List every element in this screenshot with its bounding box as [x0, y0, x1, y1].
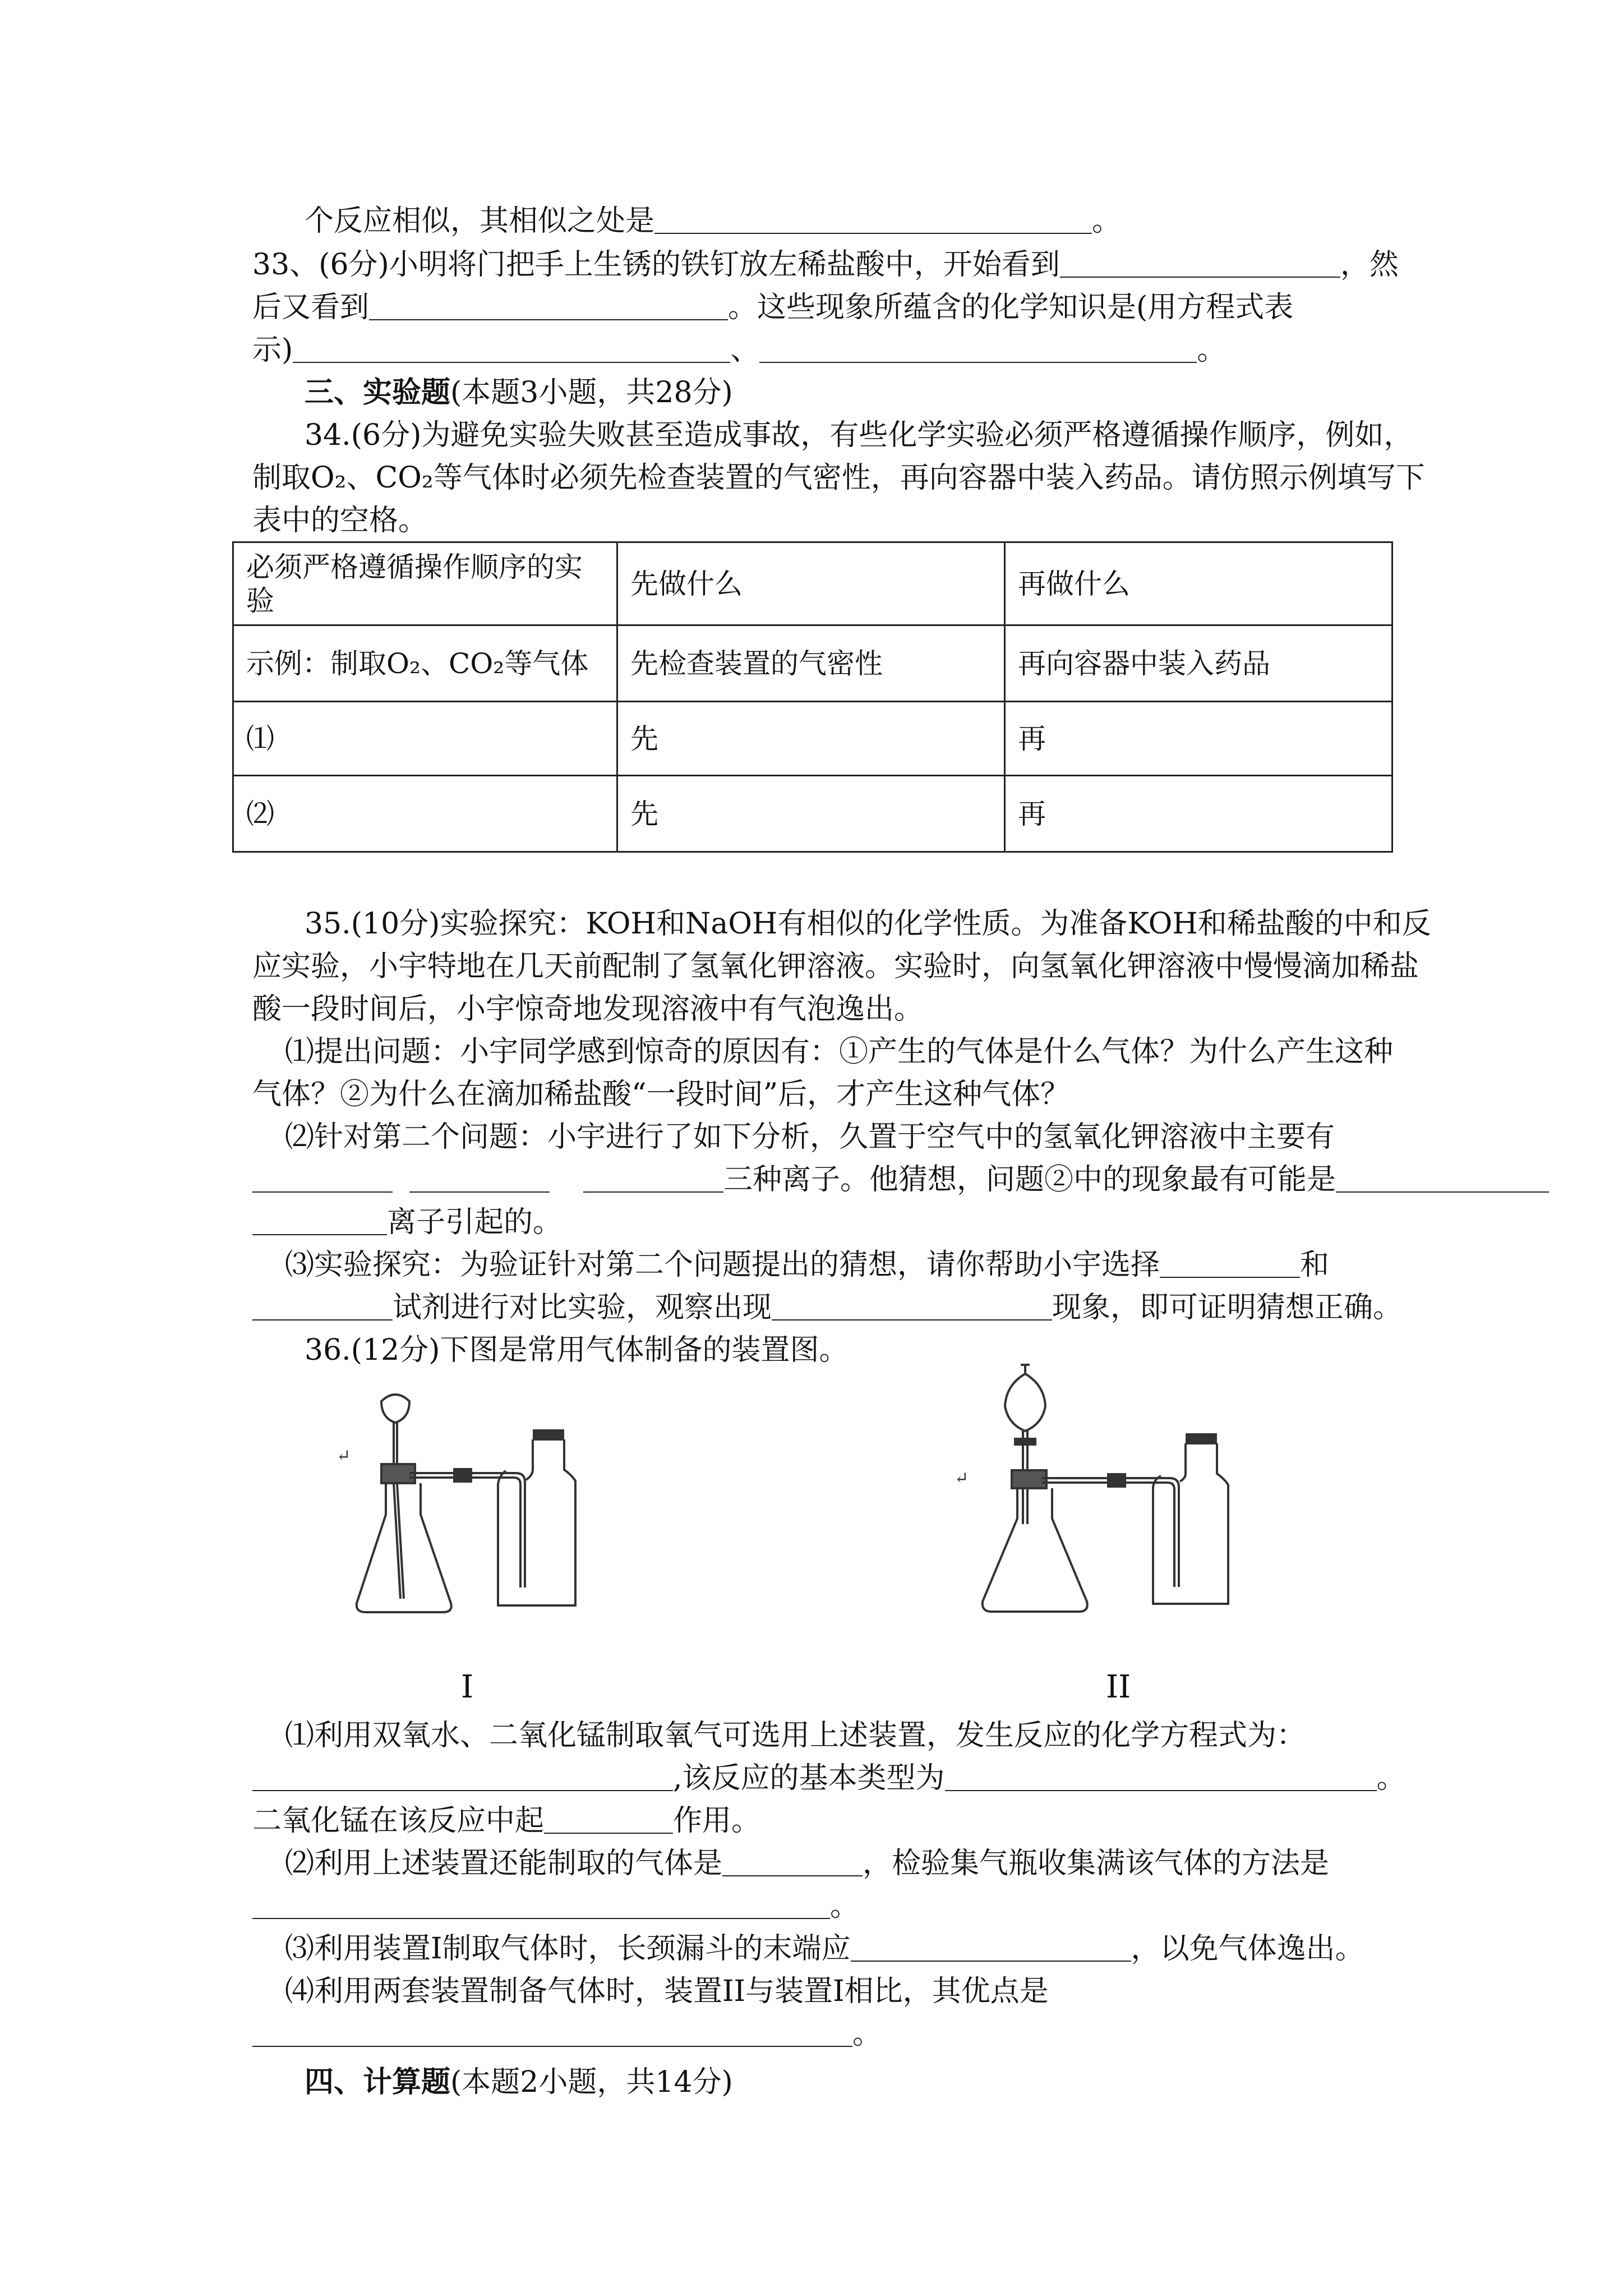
q36-p2a-text: ⑵利用上述装置还能制取的气体是: [285, 1847, 723, 1880]
q32-tail-text: 个反应相似，其相似之处是: [305, 204, 655, 238]
q34-line1: 34.(6分)为避免实验失败甚至造成事故，有些化学实验必须严格遵循操作顺序，例如，: [305, 418, 1413, 452]
q35-p2b-text: 三种离子。他猜想，问题②中的现象最有可能是: [723, 1163, 1336, 1197]
fig1-label: I: [461, 1669, 474, 1705]
q33-blank-4[interactable]: [759, 333, 1197, 363]
q36-p1c: [252, 1803, 760, 1839]
q34-line3: 表中的空格。: [252, 504, 428, 537]
section3-title: 三、实验题: [305, 375, 451, 409]
ion-blank-2[interactable]: [409, 1162, 550, 1193]
q36-p1b-mid: ,该反应的基本类型为: [673, 1761, 945, 1795]
q35-p2b: [252, 1162, 1549, 1198]
reaction-type-blank[interactable]: [945, 1761, 1377, 1791]
q35-line2: 应实验，小宇特地在几天前配制了氢氧化钾溶液。实验时，向氢氧化钾溶液中慢慢滴加稀盐: [252, 950, 1419, 983]
fig1-return-mark: ↵: [336, 1446, 351, 1466]
ion-blank-1[interactable]: [252, 1162, 393, 1193]
q35-line3: 酸一段时间后，小宇惊奇地发现溶液中有气泡逸出。: [252, 992, 924, 1026]
table-cell[interactable]: 再: [1005, 776, 1393, 852]
q33-text-3: 示): [252, 333, 293, 367]
table-row: [233, 702, 1393, 776]
q36-p2a: [285, 1846, 1329, 1881]
table-cell: 示例：制取O₂、CO₂等气体: [233, 625, 617, 702]
q33-line1-end: ，然: [1340, 248, 1399, 282]
q36-p3-end: ，以免气体逸出。: [1131, 1932, 1364, 1966]
q35-p1b: 气体？②为什么在滴加稀盐酸“一段时间”后，才产生这种气体？: [252, 1078, 1070, 1111]
q34-line2: 制取O₂、CO₂等气体时必须先检查装置的气密性，再向容器中装入药品。请仿照示例填写下: [252, 461, 1425, 495]
q33-text-1: 33、(6分)小明将门把手上生锈的铁钉放左稀盐酸中，开始看到: [252, 248, 1060, 282]
table-row: [233, 776, 1393, 852]
reagent-blank-1[interactable]: [1160, 1248, 1300, 1278]
q33-line3-end: 。: [1197, 333, 1227, 367]
table-header-cell: 再做什么: [1005, 542, 1393, 625]
equation-blank[interactable]: [252, 1761, 673, 1791]
q36-p1b-end: 。: [1376, 1761, 1406, 1795]
section4-heading: [305, 2064, 733, 2100]
section4-note: (本题2小题，共14分): [450, 2065, 733, 2099]
q34-table: [232, 541, 1393, 853]
apparatus-ii-diagram: [965, 1360, 1279, 1624]
q35-p2a: ⑵针对第二个问题：小宇进行了如下分析，久置于空气中的氢氧化钾溶液中主要有: [285, 1120, 1335, 1154]
phenomenon-blank[interactable]: [772, 1290, 1052, 1320]
table-cell[interactable]: 先: [617, 702, 1005, 776]
q35-p3a-text: ⑶实验探究：为验证针对第二个问题提出的猜想，请你帮助小宇选择: [285, 1248, 1160, 1282]
q33-blank-1[interactable]: [1060, 247, 1340, 278]
section3-heading: [305, 375, 733, 411]
table-header-row: [233, 542, 1393, 625]
fig2-label: II: [1106, 1669, 1131, 1705]
q35-line1: 35.(10分)实验探究：KOH和NaOH有相似的化学性质。为准备KOH和稀盐酸的中和反: [305, 907, 1431, 941]
q36-p2a-end: ，检验集气瓶收集满该气体的方法是: [863, 1847, 1330, 1880]
q35-p3b: [252, 1290, 1402, 1326]
ion-blank-3[interactable]: [583, 1162, 723, 1193]
catalyst-role-blank[interactable]: [544, 1803, 673, 1834]
table-header-cell: 先做什么: [617, 542, 1005, 625]
q36-p3: [285, 1931, 1364, 1967]
q33-line2-mid: 。这些现象所蕴含的化学知识是(用方程式表: [728, 291, 1294, 324]
section4-title: 四、计算题: [305, 2065, 451, 2099]
q36-p1c-end: 作用。: [673, 1804, 761, 1838]
q36-p1a: ⑴利用双氧水、二氧化锰制取氧气可选用上述装置，发生反应的化学方程式为：: [285, 1719, 1306, 1752]
q32-end: 。: [1092, 204, 1122, 238]
table-cell: ⑵: [233, 776, 617, 852]
fig2-return-mark: ↵: [955, 1469, 969, 1488]
q35-p3a: [285, 1247, 1329, 1283]
q35-p3a-end: 和: [1300, 1248, 1330, 1282]
q35-p2b-blank-end[interactable]: [1336, 1162, 1549, 1193]
q32-blank[interactable]: [654, 204, 1092, 234]
table-cell[interactable]: 先: [617, 776, 1005, 852]
table-cell[interactable]: 再: [1005, 702, 1393, 776]
test-method-blank[interactable]: [252, 1889, 830, 1919]
q33-line1: [252, 247, 1399, 283]
q35-p2c: [252, 1204, 562, 1240]
q33-blank-3[interactable]: [293, 333, 730, 363]
q35-p3b-end: 现象，即可证明猜想正确。: [1052, 1291, 1403, 1324]
q36-p2b: [252, 1888, 859, 1924]
other-gas-blank[interactable]: [722, 1846, 863, 1876]
apparatus-i-diagram: [331, 1386, 645, 1621]
table-cell: 再向容器中装入药品: [1005, 625, 1393, 702]
funnel-end-blank[interactable]: [851, 1931, 1131, 1962]
q36-p3-text: ⑶利用装置I制取气体时，长颈漏斗的末端应: [285, 1932, 851, 1966]
table-row: [233, 625, 1393, 702]
q35-p2c-text: 离子引起的。: [387, 1205, 562, 1239]
q33-blank-2[interactable]: [369, 290, 728, 320]
table-cell: ⑴: [233, 702, 617, 776]
q33-line3: [252, 332, 1226, 368]
q35-p1a: ⑴提出问题：小宇同学感到惊奇的原因有：①产生的气体是什么气体？为什么产生这种: [285, 1035, 1394, 1069]
q33-text-2: 后又看到: [252, 291, 370, 324]
q36-p4b-end: 。: [852, 2017, 882, 2051]
q36-p1c-text: 二氧化锰在该反应中起: [252, 1804, 545, 1838]
q33-line3-mid: 、: [730, 333, 760, 367]
section3-note: (本题3小题，共28分): [450, 376, 733, 409]
table-header-cell: 必须严格遵循操作顺序的实验: [233, 542, 617, 625]
q32-tail-line: [305, 203, 1121, 239]
q36-p2b-end: 。: [830, 1889, 860, 1923]
advantage-blank[interactable]: [252, 2017, 852, 2047]
table-cell: 先检查装置的气密性: [617, 625, 1005, 702]
q36-line1: 36.(12分)下图是常用气体制备的装置图。: [305, 1333, 849, 1367]
q36-p4b: [252, 2016, 882, 2052]
q35-p3b-mid: 试剂进行对比实验，观察出现: [393, 1291, 772, 1324]
reagent-blank-2[interactable]: [252, 1290, 393, 1320]
ion-guess-blank[interactable]: [252, 1205, 387, 1235]
q33-line2: [252, 289, 1293, 325]
q36-p4a: ⑷利用两套装置制备气体时，装置II与装置I相比，其优点是: [285, 1975, 1049, 2008]
q36-p1b: [252, 1760, 1406, 1796]
